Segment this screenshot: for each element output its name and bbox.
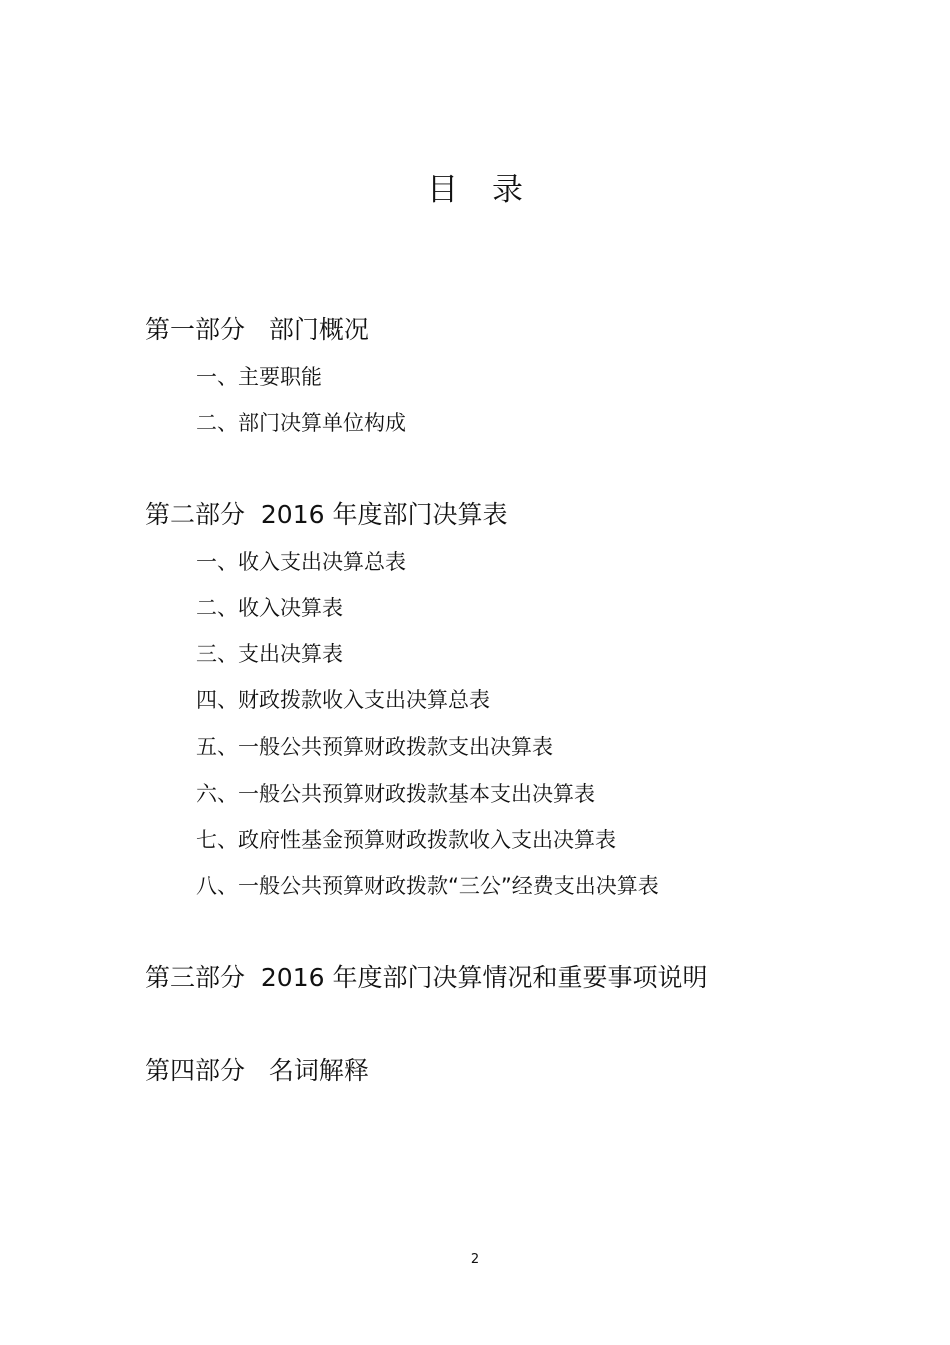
document-title: 目录 [427,172,557,208]
page-number: 2 [470,1252,480,1267]
part-2-item-6: 六、一般公共预算财政拨款基本支出决算表 [196,782,595,806]
part-4-heading: 第四部分 名词解释 [145,1056,369,1085]
part-2-item-8: 八、一般公共预算财政拨款“三公”经费支出决算表 [196,874,659,898]
part-2-item-7: 七、政府性基金预算财政拨款收入支出决算表 [196,828,616,852]
part-3-heading: 第三部分 2016 年度部门决算情况和重要事项说明 [145,963,708,992]
part-2-item-4: 四、财政拨款收入支出决算总表 [196,688,490,712]
part-1-item-1: 一、主要职能 [196,365,322,389]
part-2-item-5: 五、一般公共预算财政拨款支出决算表 [196,735,553,759]
part-1-item-2: 二、部门决算单位构成 [196,411,406,435]
part-1-heading: 第一部分 部门概况 [145,315,369,344]
part-2-item-3: 三、支出决算表 [196,642,343,666]
part-2-item-1: 一、收入支出决算总表 [196,550,406,574]
part-2-item-2: 二、收入决算表 [196,596,343,620]
part-2-heading: 第二部分 2016 年度部门决算表 [145,500,508,529]
